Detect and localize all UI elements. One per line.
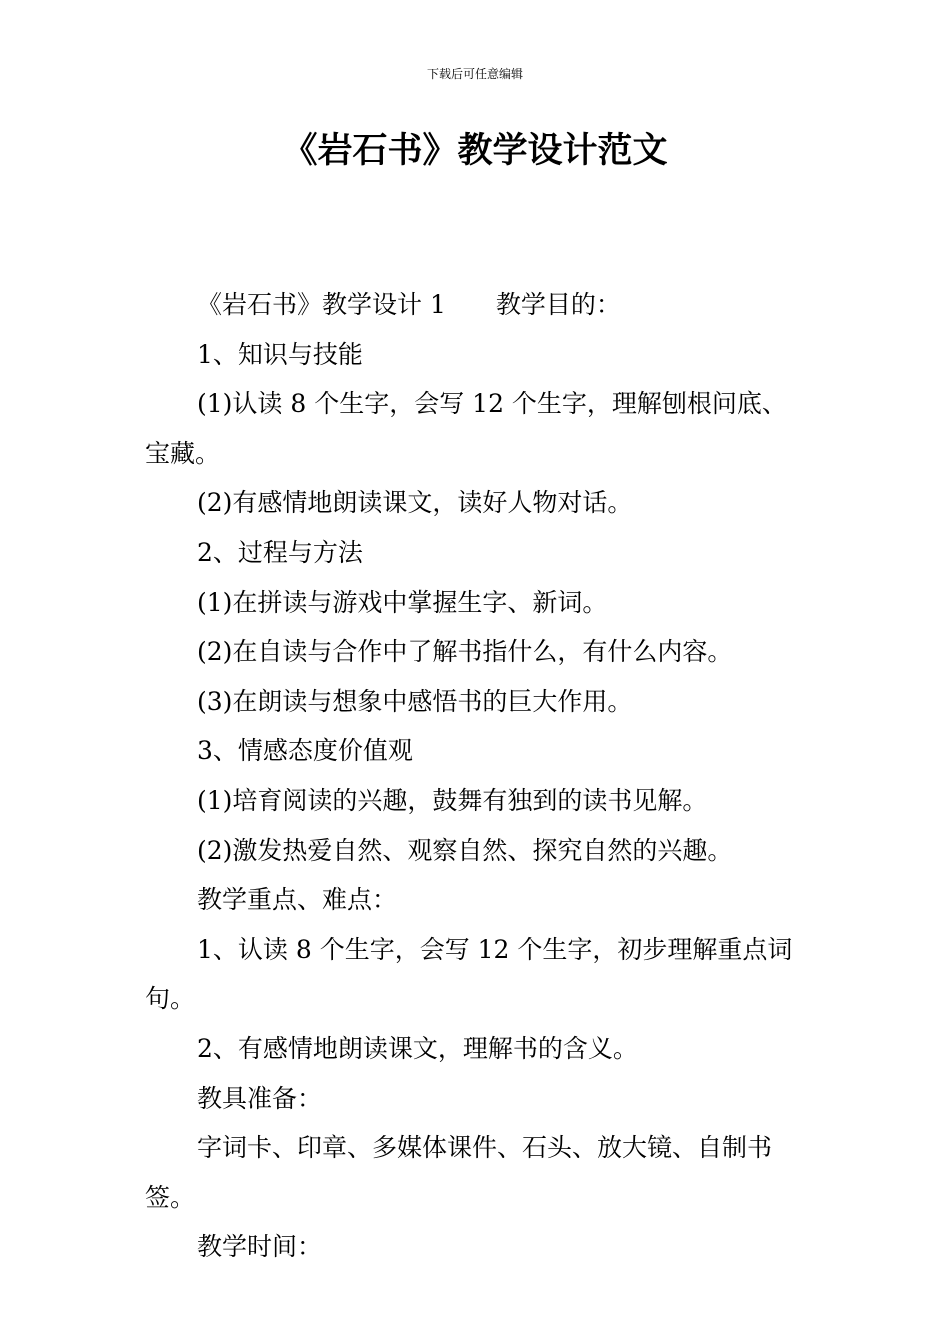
paragraph: 教具准备：	[197, 1083, 323, 1113]
paragraph: (1)认读 8 个生字，会写 12 个生字，理解刨根问底、宝藏。	[145, 389, 787, 468]
paragraph: 教学时间：	[197, 1232, 323, 1262]
paragraph: (2)在自读与合作中了解书指什么，有什么内容。	[197, 637, 733, 667]
design-label: 《岩石书》教学设计 1	[197, 290, 446, 319]
paragraph: (1)在拼读与游戏中掌握生字、新词。	[197, 587, 608, 617]
paragraph: (1)培育阅读的兴趣，鼓舞有独到的读书见解。	[197, 785, 708, 815]
paragraph: (2)有感情地朗读课文，读好人物对话。	[197, 488, 633, 518]
document-title: 《岩石书》教学设计范文	[282, 131, 668, 171]
paragraph: (3)在朗读与想象中感悟书的巨大作用。	[197, 686, 633, 716]
header-note: 下载后可任意编辑	[426, 67, 523, 81]
paragraph: 教学重点、难点：	[197, 885, 398, 915]
paragraph: (2)激发热爱自然、观察自然、探究自然的兴趣。	[197, 835, 733, 865]
paragraph-intro	[145, 280, 810, 330]
paragraph: 1、知识与技能	[197, 339, 363, 369]
document-body	[145, 280, 810, 1272]
paragraph: 1、认读 8 个生字，会写 12 个生字，初步理解重点词句。	[145, 934, 793, 1014]
section-heading-objectives: 教学目的：	[495, 290, 621, 319]
paragraph: 字词卡、印章、多媒体课件、石头、放大镜、自制书签。	[145, 1133, 773, 1212]
paragraph: 2、过程与方法	[197, 537, 363, 567]
paragraph: 2、有感情地朗读课文，理解书的含义。	[197, 1033, 638, 1063]
paragraph: 3、情感态度价值观	[197, 736, 413, 766]
